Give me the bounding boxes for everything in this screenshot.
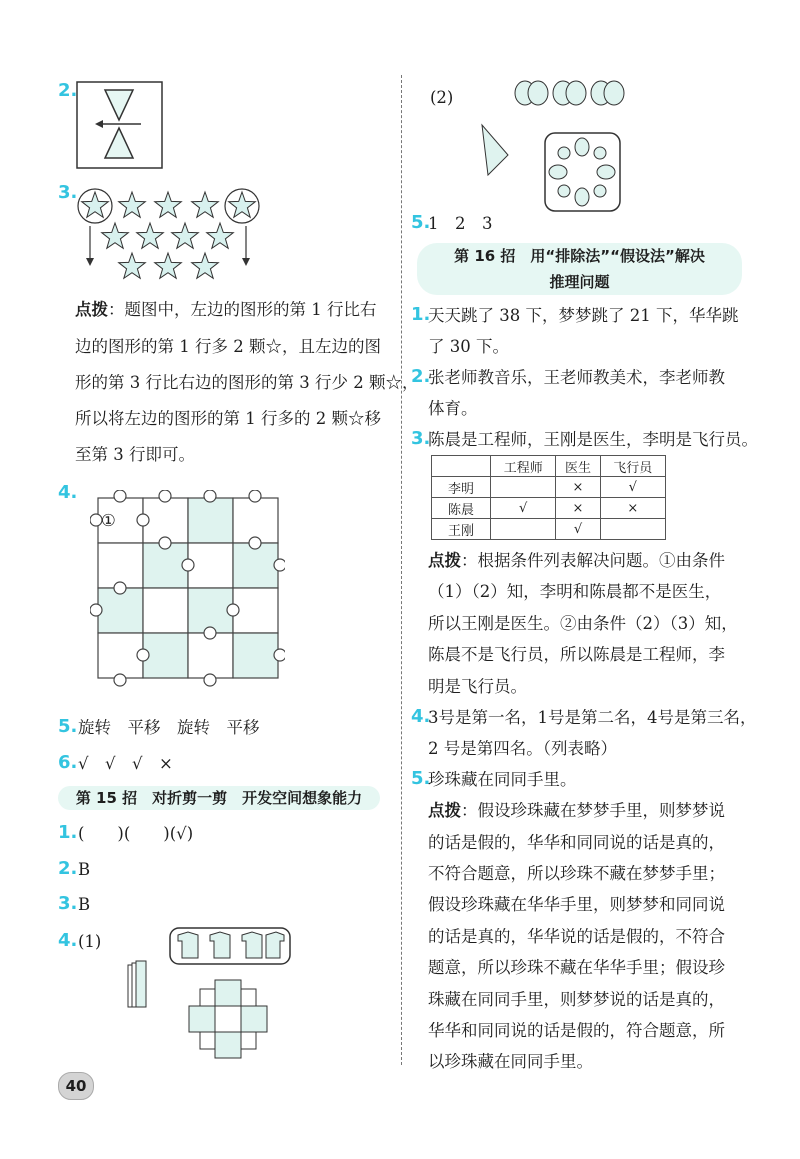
table-cell: √ [556,519,600,540]
answer-line: 体育。 [428,399,478,418]
section-title-line: 推理问题 [549,273,610,291]
table-row [432,519,666,540]
answer-text: ( )( )(√) [78,824,194,843]
answer-line: 张老师教音乐，王老师教美术，李老师教 [428,368,725,387]
table-header: 飞行员 [600,456,665,477]
paper-cut-butterflies-figure [470,75,640,215]
tip-line: 题意，所以珍珠不藏在华华手里；假设珍 [428,958,725,977]
question-number: 1. [411,304,431,325]
section-title-line: 第 16 招 用“排除法”“假设法”解决 [454,247,705,265]
table-cell [491,519,556,540]
page-number: 40 [58,1072,94,1100]
answer-text: B [78,860,91,879]
tip-line: ：根据条件列表解决问题。①由条件 [461,551,725,570]
tip-label: 点拨 [75,300,108,319]
question-number: 4. [411,706,431,727]
answer-text: 1 2 3 [428,214,493,233]
question-number: 5. [411,768,431,789]
answer-line: 陈晨是工程师，王刚是医生，李明是飞行员。 [428,430,758,449]
column-divider [401,75,402,1065]
answer-line: 天天跳了 38 下，梦梦跳了 21 下，华华跳 [428,306,739,325]
answer-text: B [78,895,91,914]
tip-line: 至第 3 行即可。 [75,445,195,464]
tip-label: 点拨 [428,801,461,820]
puzzle-figure [90,490,285,690]
table-row [432,477,666,498]
tip-line: 不符合题意，所以珍珠不藏在梦梦手里； [428,864,725,883]
table-cell: √ [600,477,665,498]
table-cell: × [556,498,600,519]
table-header: 工程师 [491,456,556,477]
tip-line: 陈晨不是飞行员，所以陈晨是工程师，李 [428,645,725,664]
table-cell: 陈晨 [432,498,491,519]
table-cell: × [600,498,665,519]
question-number: 3. [411,428,431,449]
tip-line: 假设珍珠藏在华华手里，则梦梦和同同说 [428,895,725,914]
paper-cut-shirts-figure [120,925,320,1065]
question-number: 2. [411,366,431,387]
table-cell [491,477,556,498]
tip-line: 华华和同同说的话是假的，符合题意，所 [428,1021,725,1040]
question-number: 4. [58,482,78,503]
tip-line: ：假设珍珠藏在梦梦手里，则梦梦说 [461,801,725,820]
tip-line: 边的图形的第 1 行多 2 颗☆，且左边的图 [75,337,381,356]
puzzle-marker: ① [101,511,116,530]
table-cell: √ [491,498,556,519]
question-number: 2. [58,80,78,101]
stars-figure [70,182,270,284]
tip-line: 珠藏在同同手里，则梦梦说的话是真的， [428,990,725,1009]
question-number: 5. [58,716,78,737]
table-header [432,456,491,477]
section-title: 第 15 招 对折剪一剪 开发空间想象能力 [58,786,380,810]
triangle-figure [75,80,165,170]
section-title [417,243,742,295]
tip-line: 所以将左边的图形的第 1 行多的 2 颗☆移 [75,409,381,428]
answer-text: √ √ √ × [78,754,173,773]
answer-text: (2) [430,88,454,107]
question-number: 6. [58,752,78,773]
question-number: 3. [58,182,78,203]
tip-label: 点拨 [428,551,461,570]
tip-line: ：题图中，左边的图形的第 1 行比右 [108,300,377,319]
answer-line: 珍珠藏在同同手里。 [428,770,577,789]
answer-text: (1) [78,932,102,951]
table-cell: 王刚 [432,519,491,540]
answer-text: 旋转 平移 旋转 平移 [78,718,260,737]
question-number: 5. [411,212,431,233]
tip-line: 形的第 3 行比右边的图形的第 3 行少 2 颗☆， [75,373,419,392]
tip-line: 所以王刚是医生。②由条件（2）（3）知， [428,614,738,633]
question-number: 3. [58,893,78,914]
table-cell: × [556,477,600,498]
table-row [432,498,666,519]
tip-line: 的话是真的，华华说的话是假的，不符合 [428,927,725,946]
question-number: 1. [58,822,78,843]
tip-line: 明是飞行员。 [428,677,527,696]
tip-line: （1）（2）知，李明和陈晨都不是医生， [428,582,722,601]
table-cell [600,519,665,540]
answer-line: 3号是第一名，1号是第二名，4号是第三名， [428,708,757,727]
question-number: 2. [58,858,78,879]
tip-line: 的话是假的，华华和同同说的话是真的， [428,833,725,852]
answer-line: 了 30 下。 [428,337,509,356]
table-header: 医生 [556,456,600,477]
question-number: 4. [58,930,78,951]
answer-line: 2 号是第四名。（列表略） [428,739,617,758]
tip-line: 以珍珠藏在同同手里。 [428,1052,593,1071]
table-cell: 李明 [432,477,491,498]
reasoning-table [431,455,666,540]
